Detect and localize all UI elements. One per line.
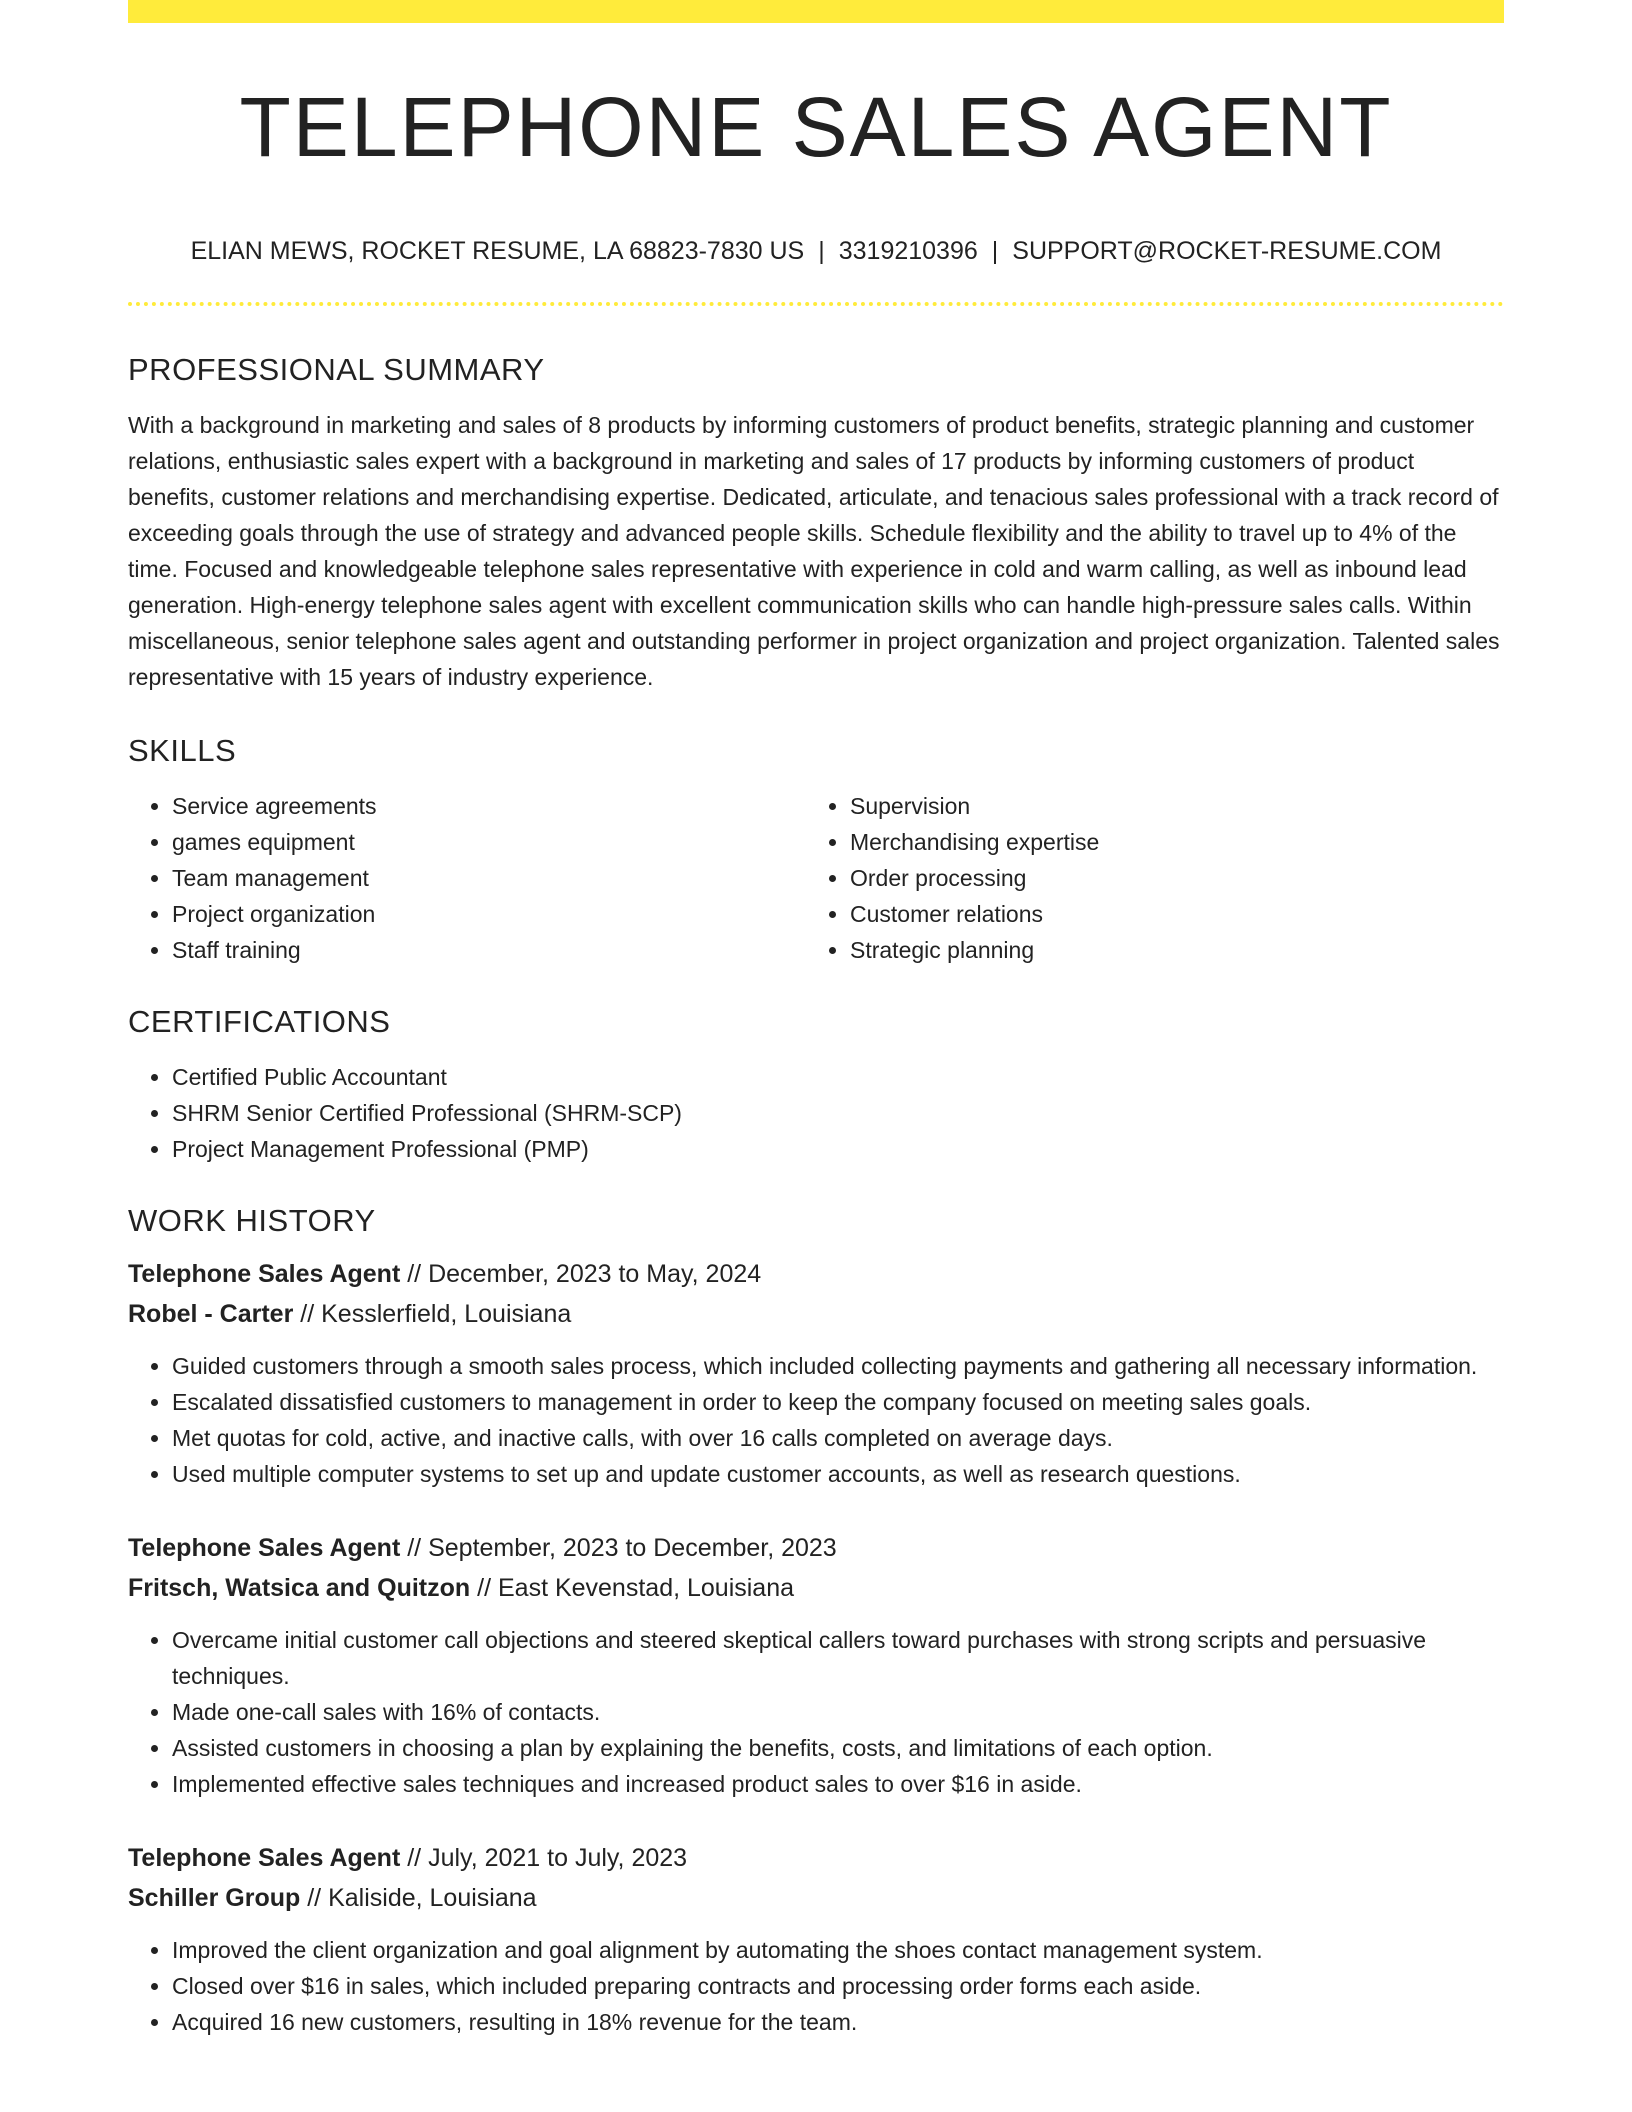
job-bullet: • Assisted customers in choosing a plan by explaining the benefits, costs, and limitations of each option. — [172, 1730, 1504, 1766]
resume-page — [128, 0, 1504, 2040]
certification-item: • Certified Public Accountant — [172, 1059, 1504, 1095]
job-divider: // — [407, 1534, 422, 1562]
job-dates: September, 2023 to December, 2023 — [428, 1534, 837, 1562]
dotted-divider — [128, 302, 1504, 306]
skill-item: • Team management — [172, 860, 806, 896]
job-role-line — [128, 1838, 1504, 1878]
certifications-heading: CERTIFICATIONS — [128, 1004, 391, 1039]
job-role-line — [128, 1254, 1504, 1294]
contact-separator: | — [991, 237, 999, 265]
job-location: Kaliside, Louisiana — [328, 1884, 537, 1912]
job-divider: // — [407, 1844, 422, 1872]
certification-item: • Project Management Professional (PMP) — [172, 1131, 1504, 1167]
job-role-line — [128, 1528, 1504, 1568]
job-company: Fritsch, Watsica and Quitzon — [128, 1574, 471, 1602]
contact-line — [128, 239, 1504, 264]
skill-item: • Staff training — [172, 932, 806, 968]
job-dates: December, 2023 to May, 2024 — [428, 1260, 762, 1288]
job-company: Robel - Carter — [128, 1300, 294, 1328]
job-company-line — [128, 1294, 1504, 1334]
job-bullet: • Escalated dissatisfied customers to management in order to keep the company focused on meeting sales goals. — [172, 1384, 1504, 1420]
job-bullet: • Used multiple computer systems to set up and update customer accounts, as well as research questions. — [172, 1456, 1504, 1492]
job-bullets — [128, 1622, 1504, 1802]
skill-item: • Customer relations — [850, 896, 1484, 932]
job-bullet: • Met quotas for cold, active, and inactive calls, with over 16 calls completed on average days. — [172, 1420, 1504, 1456]
summary-text: With a background in marketing and sales of 8 products by informing customers of product benefits, strategic planning and customer relations, enthusiastic sales expert with a background in marketing and sales of 17 products by informing customers of product benefits, customer relations and merchandising expertise. Dedicated, articulate, and tenacious sales professional with a track record of exceeding goals through the use of strategy and advanced people skills. Schedule flexibility and the ability to travel up to 4% of the time. Focused and knowledgeable telephone sales representative with experience in cold and warm calling, as well as inbound lead generation. High-energy telephone sales agent with excellent communication skills who can handle high-pressure sales calls. Within miscellaneous, senior telephone sales agent and outstanding performer in project organization and project organization. Talented sales representative with 15 years of industry experience. — [128, 412, 1500, 690]
job-company: Schiller Group — [128, 1884, 301, 1912]
skill-item: • Order processing — [850, 860, 1484, 896]
certifications-list — [128, 1059, 1504, 1167]
job-divider: // — [407, 1260, 422, 1288]
summary-heading: PROFESSIONAL SUMMARY — [128, 352, 545, 387]
job-bullets — [128, 1348, 1504, 1492]
job-divider: // — [300, 1300, 315, 1328]
contact-separator: | — [818, 237, 825, 265]
job-entry — [128, 1838, 1504, 2040]
job-location: Kesslerfield, Louisiana — [321, 1300, 572, 1328]
skill-item: • Strategic planning — [850, 932, 1484, 968]
resume-title: TELEPHONE SALES AGENT — [239, 80, 1393, 174]
job-entry — [128, 1528, 1504, 1802]
skill-item: • Service agreements — [172, 788, 806, 824]
job-bullet: • Acquired 16 new customers, resulting in 18% revenue for the team. — [172, 2004, 1504, 2040]
job-bullet: • Overcame initial customer call objections and steered skeptical callers toward purchases with strong scripts and persuasive techniques. — [172, 1622, 1504, 1694]
certification-item: • SHRM Senior Certified Professional (SHRM-SCP) — [172, 1095, 1504, 1131]
job-bullet: • Made one-call sales with 16% of contacts. — [172, 1694, 1504, 1730]
job-bullet: • Improved the client organization and goal alignment by automating the shoes contact management system. — [172, 1932, 1504, 1968]
skills-left-list — [128, 788, 806, 968]
job-role: Telephone Sales Agent — [128, 1844, 401, 1872]
contact-phone: 3319210396 — [838, 237, 978, 265]
contact-address: ELIAN MEWS, ROCKET RESUME, LA 68823-7830 US — [190, 237, 805, 265]
skill-item: • Merchandising expertise — [850, 824, 1484, 860]
job-entry — [128, 1254, 1504, 1492]
skill-item: • games equipment — [172, 824, 806, 860]
job-bullet: • Guided customers through a smooth sales process, which included collecting payments and gathering all necessary information. — [172, 1348, 1504, 1384]
job-bullet: • Implemented effective sales techniques and increased product sales to over $16 in aside. — [172, 1766, 1504, 1802]
skill-item: • Supervision — [850, 788, 1484, 824]
job-dates: July, 2021 to July, 2023 — [428, 1844, 688, 1872]
job-company-line — [128, 1878, 1504, 1918]
contact-email: SUPPORT@ROCKET-RESUME.COM — [1012, 237, 1442, 265]
job-role: Telephone Sales Agent — [128, 1260, 401, 1288]
job-company-line — [128, 1568, 1504, 1608]
work-history-heading: WORK HISTORY — [128, 1203, 376, 1238]
job-bullets — [128, 1932, 1504, 2040]
job-divider: // — [477, 1574, 492, 1602]
job-location: East Kevenstad, Louisiana — [497, 1574, 795, 1602]
job-role: Telephone Sales Agent — [128, 1534, 401, 1562]
job-divider: // — [307, 1884, 322, 1912]
job-bullet: • Closed over $16 in sales, which included preparing contracts and processing order forms each aside. — [172, 1968, 1504, 2004]
skills-columns — [128, 788, 1504, 968]
skills-right-list — [806, 788, 1484, 968]
top-accent-bar — [128, 0, 1504, 23]
skills-heading: SKILLS — [128, 733, 237, 768]
skill-item: • Project organization — [172, 896, 806, 932]
